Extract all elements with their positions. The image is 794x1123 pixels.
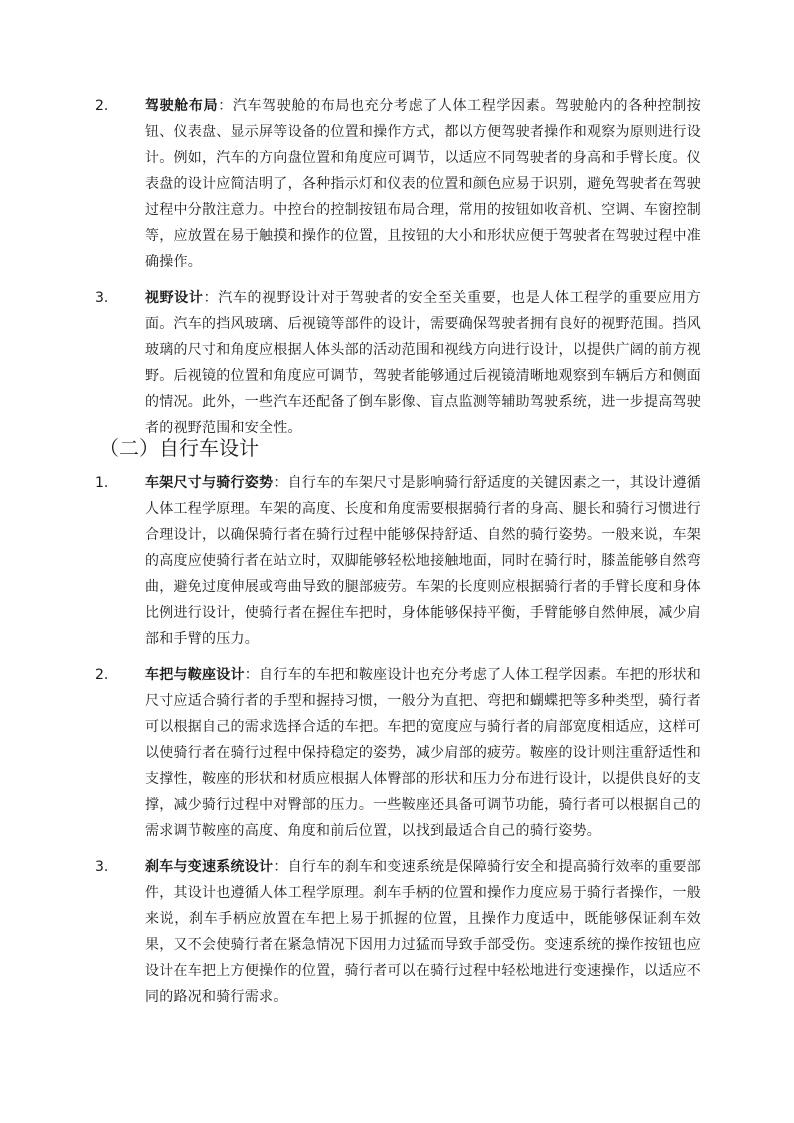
list-number: 3.	[95, 859, 109, 875]
list-number: 2.	[95, 667, 109, 683]
section-two-list	[0, 470, 794, 1010]
item-text: ：自行车的刹车和变速系统是保障骑行安全和提高骑行效率的重要部件，其设计也遵循人体工程学原理。刹车手柄的位置和操作力度应易于骑行者操作，一般来说，刹车手柄应放置在车把上易于抓握的位置，且操作力度适中，既能够保证刹车效果，又不会使骑行者在紧急情况下因用力过猛而导致手部受伤。变速系统的操作按钮也应设计在车把上方便操作的位置，骑行者可以在骑行过程中轻松地进行变速操作，以适应不同的路况和骑行需求。	[145, 859, 702, 1005]
list-item-handlebar-saddle	[0, 662, 794, 844]
item-text: ：汽车的视野设计对于驾驶者的安全至关重要，也是人体工程学的重要应用方面。汽车的挡风玻璃、后视镜等部件的设计，需要确保驾驶者拥有良好的视野范围。挡风玻璃的尺寸和角度应根据人体头部的活动范围和视线方向进行设计，以提供广阔的前方视野。后视镜的位置和角度应可调节，驾驶者能够通过后视镜清晰地观察到车辆后方和侧面的情况。此外，一些汽车还配备了倒车影像、盲点监测等辅助驾驶系统，进一步提高驾驶者的视野范围和安全性。	[145, 290, 702, 436]
paragraph	[145, 470, 701, 652]
item-text: ：汽车驾驶舱的布局也充分考虑了人体工程学因素。驾驶舱内的各种控制按钮、仪表盘、显示屏等设备的位置和操作方式，都以方便驾驶者操作和观察为原则进行设计。例如，汽车的方向盘位置和角度应可调节，以适应不同驾驶者的身高和手臂长度。仪表盘的设计应简洁明了，各种指示灯和仪表的位置和颜色应易于识别，避免驾驶者在驾驶过程中分散注意力。中控台的控制按钮布局合理，常用的按钮如收音机、空调、车窗控制等，应放置在易于触摸和操作的位置，且按钮的大小和形状应便于驾驶者在驾驶过程中准确操作。	[145, 98, 702, 270]
item-title: 车架尺寸与骑行姿势	[145, 475, 274, 491]
item-text: ：自行车的车把和鞍座设计也充分考虑了人体工程学因素。车把的形状和尺寸应适合骑行者的手型和握持习惯，一般分为直把、弯把和蝴蝶把等多种类型，骑行者可以根据自己的需求选择合适的车把。车把的宽度应与骑行者的肩部宽度相适应，这样可以使骑行者在骑行过程中保持稳定的姿势，减少肩部的疲劳。鞍座的设计则注重舒适性和支撑性，鞍座的形状和材质应根据人体臀部的形状和压力分布进行设计，以提供良好的支撑，减少骑行过程中对臀部的压力。一些鞍座还具备可调节功能，骑行者可以根据自己的需求调节鞍座的高度、角度和前后位置，以找到最适合自己的骑行姿势。	[145, 667, 701, 839]
list-item-cockpit-layout	[0, 93, 794, 275]
list-item-brake-gear	[0, 854, 794, 1010]
list-item-frame-size	[0, 470, 794, 652]
item-text: ：自行车的车架尺寸是影响骑行舒适度的关键因素之一，其设计遵循人体工程学原理。车架的高度、长度和角度需要根据骑行者的身高、腿长和骑行习惯进行合理设计，以确保骑行者在骑行过程中能够保持舒适、自然的骑行姿势。一般来说，车架的高度应使骑行者在站立时，双脚能够轻松地接触地面，同时在骑行时，膝盖能够自然弯曲，避免过度伸展或弯曲导致的腿部疲劳。车架的长度则应根据骑行者的手臂长度和身体比例进行设计，使骑行者在握住车把时，身体能够保持平衡，手臂能够自然伸展，减少肩部和手臂的压力。	[145, 475, 702, 647]
list-number: 3.	[95, 290, 109, 306]
list-number: 2.	[95, 98, 109, 114]
paragraph	[145, 285, 701, 441]
item-title: 驾驶舱布局	[145, 98, 219, 114]
section-heading: （二）自行车设计	[99, 436, 259, 460]
paragraph	[145, 93, 701, 275]
paragraph	[145, 854, 701, 1010]
list-number: 1.	[95, 475, 109, 491]
list-item-visibility-design	[0, 285, 794, 441]
item-title: 刹车与变速系统设计	[145, 859, 274, 875]
section-one-list	[0, 93, 794, 441]
item-title: 车把与鞍座设计	[145, 667, 245, 683]
item-title: 视野设计	[145, 290, 204, 306]
paragraph	[145, 662, 701, 844]
